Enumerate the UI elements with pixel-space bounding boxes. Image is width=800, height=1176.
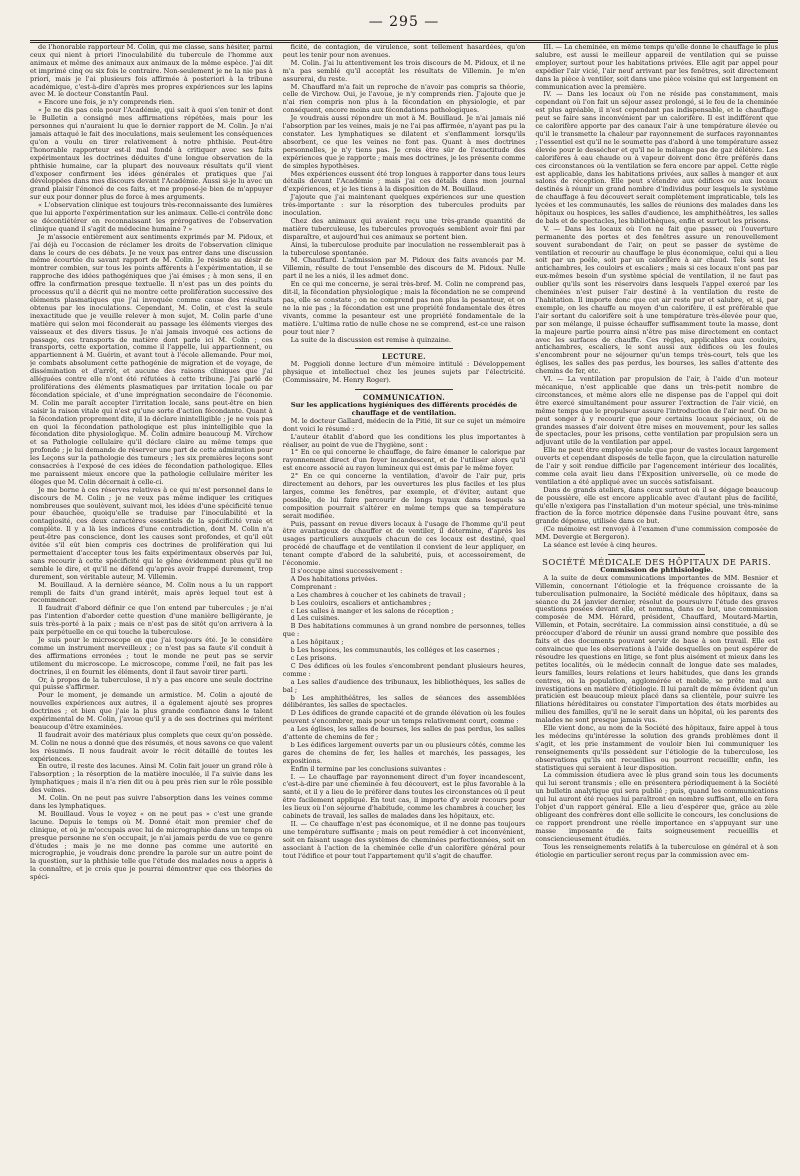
paragraph: Il s'occupe ainsi successivement :: [290, 567, 403, 575]
lecture-heading: LECTURE.: [382, 352, 426, 362]
paragraph: J'ajoute que j'ai maintenant quelques expériences sur une question très-importante : sur la résorption des tubercules produits par inoculation.: [282, 193, 526, 218]
communication-heading: COMMUNICATION.: [362, 393, 446, 403]
paragraph: 1° En ce qui concerne le chauffage, de faire émaner le calorique par rayonnement direct d'un foyer incandescent, et de l'utiliser alors qu'il est encore associé au rayon lumineux qui est émis par le même foyer.: [282, 448, 526, 473]
society-subheading: Commission de phthisiologie.: [600, 565, 714, 574]
paragraph: c Les salles à manger et les salons de réception ;: [290, 606, 454, 615]
paragraph: A la suite de deux communications importantes de MM. Besnier et Villemin, concernant l'étiologie et la fréquence croissante de la tuberculisation pulmonaire, la Société médicale des hôpitaux, dans sa séance du 24 janvier dernier, résolut de poursuivre l'étude des graves questions posées devant elle, et nomma, dans ce but, une commission composée de MM. Hérard, président, Chauffard, Moutard-Martin, Villemin, et Potain, secrétaire. La commission ainsi constituée, a dû se préoccuper d'abord de réunir un aussi grand nombre que possible des faits et des documents pouvant servir de base à son travail. Elle est convaincue que les observations à l'aide desquelles on peut espérer de résoudre les questions en litige, se font plus aisément et mieux dans les petites localités, où le médecin connaît de longue date ses malades, leurs familles, leurs relations et leurs habitudes, que dans les grands centres, où la population, agglomérée et mobile, se prête mal aux investigations en matière d'étiologie. Il lui paraît de même évident qu'un praticien est beaucoup mieux placé dans sa clientèle, pour suivre les filiations héréditaires ou constater l'importation des états morbides au milieu des familles, qu'il ne le serait dans un hôpital, où les parents des malades ne sont presque jamais vus.: [535, 573, 778, 725]
page-number: — 295 —: [368, 14, 440, 30]
section-divider: [355, 389, 452, 390]
paragraph: M. Colin. J'ai lu attentivement les trois discours de M. Pidoux, et il ne m'a pas semblé qu'il acceptât les résultats de Villemin. Je m'en assurerai, du reste.: [282, 58, 526, 83]
paragraph: En ce qui me concerne, je serai très-bref. M. Colin ne comprend pas, dit-il, la fécondation physiologique ; mais la fécondation ne se comprend pas, elle se constate ; on ne comprend pas non plus la pesanteur, et on ne la nie pas ; la fécondation est une propriété fondamentale des êtres vivants, comme la pesanteur est une propriété fondamentale de la matière. L'ultima ratio de nulle chose ne se comprend, est-ce une raison pour tout nier ?: [282, 280, 526, 336]
paragraph: Enfin il termine par les conclusions suivantes :: [290, 764, 446, 773]
paragraph: ficité, de contagion, de virulence, sont tellement hasardées, qu'on peut les tenir pour non avenues.: [282, 44, 526, 59]
column-middle: [283, 44, 526, 1160]
paragraph: Tous les renseignements relatifs à la tuberculose en général et à son étiologie en particulier seront reçus par la commission avec em-: [535, 842, 778, 859]
paragraph: Or, à propos de la tuberculose, il n'y a pas encore une seule doctrine qui puisse s'affirmer.: [30, 675, 273, 692]
columns: [30, 44, 778, 1160]
paragraph: C Des édifices où les foules s'encombrent pendant plusieurs heures, comme :: [282, 661, 526, 678]
paragraph: II. — Ce chauffage n'est pas économique, et il ne donne pas toujours une température suffisante ; mais on peut remédier à cet inconvénient, soit en faisant usage des systèmes de cheminées perfectionnées, soit en associant à l'action de la cheminée celle d'un calorifère général pour tout l'édifice et pour tout l'appartement qu'il s'agit de chauffer.: [282, 820, 526, 860]
paragraph: Comprenant :: [290, 582, 337, 591]
paragraph: Elle vient donc, au nom de la Société des hôpitaux, faire appel à tous les médecins qu'intéresse la solution des grands problèmes dont il s'agit, et les prie instamment de vouloir bien lui communiquer les renseignements qu'ils possèdent sur l'étiologie de la tuberculose, les observations qu'ils ont recueillies ou pourront recueillir, enfin, les statistiques qui seraient à leur disposition.: [535, 724, 778, 772]
discussion-continued: [283, 44, 526, 344]
paragraph: (Ce mémoire est renvoyé à l'examen d'une commission composée de MM. Devergie et Bergeron).: [535, 525, 778, 542]
paragraph: Je me borne à ces réserves relatives à ce qui m'est personnel dans le discours de M. Colin ; je ne veux pas même indiquer les critiques nombreuses que soulèvent, suivant moi, les idées d'une spécificité tenue pour ébauchée, quoiqu'elle se traduise par l'inoculabilité et la contagiosité, ces deux caractères essentiels de la spécificité vraie et complète. Il y a là les indices d'une contradiction, dont M. Colin n'a peut-être pas conscience, dont les causes sont profondes, et qu'il eût évitée s'il eût bien compris ces doctrines de prolifération qui lui permettaient d'accepter tous les faits expérimentaux observés par lui, sans recourir à cette spécificité qui le gêne évidemment plus qu'il ne semble le dire, et qu'il ne défend qu'après avoir frappé durement, trop durement, son véritable auteur, M. Villemin.: [30, 485, 273, 581]
paragraph: III. — La cheminée, en même temps qu'elle donne le chauffage le plus salubre, est aussi le meilleur appareil de ventilation qui se puisse employer, surtout pour les habitations privées. Elle agit par appel pour expédier l'air vicié, l'air neuf arrivant par les fenêtres, soit directement dans la pièce à ventiler, soit dans une pièce voisine qui est largement en communication avec la première.: [535, 44, 778, 91]
paragraph: d Les cuisines.: [290, 614, 340, 623]
column-left: [30, 44, 273, 1160]
paragraph: Il faudrait d'abord définir ce que l'on entend par tubercules ; je n'ai pas l'intention d'aborder cette question d'une manière belligérante, je suis très-porté à la paix ; mais ce n'est pas de sitôt qu'on arrivera à la paix perpétuelle en ce qui touche la tuberculose.: [30, 604, 273, 637]
page-header: [30, 10, 778, 43]
paragraph: b Les édifices largement ouverts par un ou plusieurs côtés, comme les gares de chemins de fer, les halles et marchés, les passages, les expositions.: [282, 740, 526, 765]
paragraph: de l'honorable rapporteur M. Colin, qui me classe, sans hésiter, parmi ceux qui nient à priori l'inoculabilité du tubercule de l'homme aux animaux et même des animaux aux animaux de la même espèce. J'ai dit et imprimé cinq ou six fois le contraire. Non-seulement je ne la nie pas à priori, mais je l'ai plusieurs fois affirmée à posteriori à la tribune académique, c'est-à-dire d'après mes propres expériences sur les lapins avec M. le docteur Constantin Paul.: [30, 44, 273, 99]
communication-title: Sur les applications hygiéniques des différents procédés de chauffage et de ventilation.: [290, 400, 518, 417]
paragraph: Dans de grands ateliers, dans ceux surtout où il se dégage beaucoup de poussière, elle est encore applicable avec d'autant plus de facilité, qu'elle n'exigera pas l'installation d'un moteur spécial, une très-minime fraction de la force motrice dépensée dans l'usine pouvant être, sans grande dépense, utilisée dans ce but.: [535, 485, 778, 526]
paragraph: 2° En ce qui concerne la ventilation, d'avoir de l'air pur, pris directement au dehors, par les ouvertures les plus faciles et les plus larges, comme les fenêtres, par exemple, et d'éviter, autant que possible, de lui faire parcourir de longs tuyaux dans lesquels sa composition pourrait s'altérer en même temps que sa température serait modifiée.: [282, 472, 526, 520]
society-heading: SOCIÉTÉ MÉDICALE DES HÔPITAUX DE PARIS.: [542, 557, 772, 567]
paragraph: B Des habitations communes à un grand nombre de personnes, telles que :: [282, 622, 526, 639]
paragraph: La séance est levée à cinq heures.: [543, 541, 658, 550]
paragraph: L'auteur établit d'abord que les conditions les plus importantes à réaliser, au point de vue de l'hygiène, sont :: [282, 432, 526, 449]
paragraph: M. Bouillaud. A la dernière séance, M. Colin nous a lu un rapport rempli de faits d'un grand intérêt, mais après lequel tout est à recommencer.: [30, 580, 273, 605]
lecture-text: M. Poggioli donne lecture d'un mémoire intitulé : Développement physique et intellectuel chez les jeunes sujets par l'électricité. (Commissaire, M. Henry Roger).: [282, 360, 526, 385]
paragraph: M. Bouillaud. Vous le voyez « on ne peut pas » c'est une grande lacune. Depuis le temps où M. Donné était mon premier chef de clinique, et où je m'occupais avec lui de micrographie dans un temps où presque personne ne s'en occupait, je n'ai jamais perdu de vue ce genre d'études ; mais je ne me donne pas comme une autorité en micrographie, je voudrais donc prendre la parole sur un autre point de la question, sur la phthisie telle que l'étude des malades nous a appris à la connaître, et je crois que je pourrai démontrer que ces théories de spéci-: [30, 809, 273, 882]
paragraph: IV. — Dans les locaux où l'on ne réside pas constamment, mais cependant où l'on fait un séjour assez prolongé, si le feu de la cheminée est plus agréable, il n'est cependant pas indispensable, et le chauffage peut se faire sans inconvénient par un calorifère. Il est indifférent que ce calorifère apporte par des canaux l'air à une température élevée ou qu'il le transmette la chaleur par rayonnement de surfaces rayonnantes ; l'essentiel est qu'il ne le soumette pas d'abord à une température assez élevée pour le dessécher et qu'il ne le mélange pas de gaz délétère. Les calorifères à eau chaude ou à vapeur doivent donc être préférés dans ces circonstances où la ventilation se fera encore par appel. Cette règle est applicable, dans les habitations privées, aux salles à manger et aux salons de réception. Elle peut s'étendre aux édifices ou aux locaux destinés à réunir un grand nombre d'individus pour lesquels le système de chauffage à feu découvert serait complètement impraticable, tels les lycées et les communautés, les salles de réunions des malades dans les hôpitaux ou hospices, les salles d'audience, les amphithéâtres, les salles de bals et de spectacles, les bibliothèques, enfin et surtout les prisons.: [535, 90, 778, 225]
paragraph: « Encore une fois, je n'y comprends rien.: [38, 98, 175, 107]
paragraph: Ainsi, la tuberculose produite par inoculation ne ressemblerait pas à la tuberculose spontanée.: [282, 240, 526, 257]
paragraph: A Des habitations privées.: [290, 574, 378, 583]
paragraph: La commission étudiera avec le plus grand soin tous les documents qui lui seront transmis ; elle en présentera périodiquement à la Société un bulletin analytique qui sera publié ; puis, quand les communications qui lui auront été reçues lui paraîtront en nombre suffisant, elle en fera l'objet d'un rapport général. Elle a lieu d'espérer que, grâce au zèle obligeant des confrères dont elle sollicite le concours, les conclusions de ce rapport prendront une réelle importance en s'appuyant sur une masse imposante de faits soigneusement recueillis et consciencieusement étudiés.: [535, 771, 778, 843]
paragraph: D Les édifices de grande capacité et de grande élévation où les foules peuvent s'encombrer, mais pour un temps relativement court, comme :: [282, 709, 526, 726]
paragraph: Je voudrais aussi répondre un mot à M. Bouillaud. Je n'ai jamais nié l'absorption par les veines, mais je ne l'ai pas affirmée, n'ayant pas pu la constater. Les lymphatiques se dilatent et s'enflamment lorsqu'ils absorbent, ce que les veines ne font pas. Quant à mes doctrines personnelles, je n'y tiens pas. Je crois être sûr de l'exactitude des expériences que je rapporte ; mais mes doctrines, je les présente comme de simples hypothèses.: [282, 114, 526, 170]
paragraph: a Les hôpitaux ;: [290, 638, 344, 647]
column-right: [535, 44, 778, 1160]
paragraph: Pour le moment, je demande un armistice. M. Colin a ajouté de nouvelles expériences aux autres, il a également ajouté ses propres doctrines ; et bien que j'aie la plus grande confiance dans le talent expérimental de M. Colin, j'avoue qu'il y a de ses doctrines qui méritent beaucoup d'être examinées.: [30, 691, 273, 731]
paragraph: a Les églises, les salles de bourses, les salles de pas perdus, les salles d'attente de chemins de fer ;: [282, 725, 526, 742]
paragraph: b Les couloirs, escaliers et antichambres ;: [290, 598, 431, 607]
paragraph: Mes expériences eussent été trop longues à rapporter dans tous leurs détails devant l'Académie ; mais j'ai ces détails dans mon journal d'expériences, et je les tiens à la disposition de M. Bouillaud.: [282, 169, 526, 194]
society-body: [535, 575, 778, 860]
paragraph: Elle ne peut être employée seule que pour de vastes locaux largement ouverts et cependant disposés de telle façon, que la circulation naturelle de l'air y soit rendue difficile par l'agencement intérieur des localités, comme cela avait lieu dans l'Exposition universelle, où ce mode de ventilation a été appliqué avec un succès satisfaisant.: [535, 446, 778, 486]
section-divider: [355, 348, 452, 349]
paragraph: b Les hospices, les communautés, les colléges et les casernes ;: [290, 646, 500, 655]
paragraph: En outre, il reste des lacunes. Ainsi M. Colin fait jouer un grand rôle à l'absorption ; la résorption de la matière inoculée, il l'a suivie dans les lymphatiques ; mais il n'a rien dit ou à peu près rien sur le rôle possible des veines.: [30, 762, 273, 795]
paragraph: M. le docteur Gallard, médecin de la Pitié, lit sur ce sujet un mémoire dont voici le résumé :: [282, 416, 526, 433]
paragraph: « L'observation clinique est toujours très-reconnaissante des lumières que lui apporte l'expérimentation sur les animaux. Celle-ci contrôle donc se décontiétérer en reconnaissant les prérogatives de l'observation clinique quand il s'agit de médecine humaine ? »: [30, 201, 273, 233]
paragraph: M. Chauffard. L'admission par M. Pidoux des faits avancés par M. Villemin, résulte de tout l'ensemble des discours de M. Pidoux. Nulle part il ne les a niés, il les admet donc.: [282, 256, 526, 281]
conclusions-continued: [535, 44, 778, 550]
paragraph: Puis, passant en revue divers locaux à l'usage de l'homme qu'il peut être avantageux de chauffer et de ventiler, il détermine, d'après les usages particuliers auxquels chacun de ces locaux est destiné, quel procédé de chauffage et de ventilation il convient de leur appliquer, en tenant compte d'abord de la salubrité, puis, et accessoirement, de l'économie.: [282, 519, 526, 568]
paragraph: Il faudrait avoir des matériaux plus complets que ceux qu'on possède. M. Colin ne nous a donné que des résumés, et nous savons ce que valent les résumés. Il nous faudrait avoir le récit détaillé de toutes les expériences.: [30, 730, 273, 763]
paragraph: M. Colin. On ne peut pas suivre l'absorption dans les veines comme dans les lymphatiques.: [30, 794, 273, 810]
paragraph: VI. — La ventilation par propulsion de l'air, à l'aide d'un moteur mécanique, n'est applicable que dans un très-petit nombre de circonstances, et même alors elle ne dispense pas de l'appel qui doit être exercé simultanément pour assurer l'extraction de l'air vicié, en même temps que le propulseur assure l'introduction de l'air neuf. On ne peut songer à y recourir que pour certains locaux spéciaux, où de grandes masses d'air doivent être mises en mouvement, pour les salles de spectacles, pour les prisons, cette ventilation par propulsion sera un adjuvant utile de la ventilation par appel.: [535, 375, 778, 447]
paragraph: M. Chauffard m'a fait un reproche de n'avoir pas compris sa théorie, celle de Virchow. Oui, je l'avoue, je n'y comprends rien. J'ajoute que je n'ai rien compris non plus à la fécondation en physiologie, et par conséquent, encore moins aux fécondations pathologiques.: [282, 82, 526, 115]
section-divider: [608, 554, 705, 555]
paragraph: Je m'associe entièrement aux sentiments exprimés par M. Pidoux, et j'ai déjà eu l'occasion de réclamer les droits de l'observation clinique dans le cours de ces débats. Je ne veux pas entrer dans une discussion même écourtée du savant rapport de M. Colin. Je résiste au désir de montrer combien, sur tous les points afférents à l'expérimentation, il se rapproche des idées pathogéniques que j'ai émises ; à mon sens, il en offre la confirmation presque textuelle. Il n'est pas un des points du processus qu'il a décrit qui ne montre cette prolifération successive des éléments plasmatiques que j'ai invoquée comme cause des résultats obtenus par les inoculations. Cependant, M. Colin, et c'est la seule inexactitude que je veuille relever à mon sujet, M. Colin parle d'une matière qui selon moi féconderait au passage les éléments vierges des vaisseaux et des divers tissus. Je n'ai jamais invoqué ces actions de passage, ces transports de matière dont parle ici M. Colin ; ces transports, cette exportation, comme il l'appelle, lui appartiennent, ou appartiennent à M. Guérin, et avant tout à l'école allemande. Pour moi, je combats absolument cette pathogénie de migration et de voyage, de dissémination et d'arrêt, et aucune des raisons cliniques que j'ai alléguées contre elle n'ont été réfutées à cette tribune. J'ai parlé de proliférations des éléments plasmatiques par irritation locale ou par fécondation spéciale, et d'une imprégnation secondaire de l'économie. M. Colin me paraît accepter l'irritation locale, sans peut-être en bien saisir la raison vitale qui n'est qu'une sorte d'action fécondante. Quant à la fécondation proprement dite, il la déclare inintelligible ; je ne vois pas en quoi la fécondation pathologique est plus inintelligible que la fécondation dite physiologique. M. Colin admire beaucoup M. Virchow et sa Pathologie cellulaire qu'il déclare claire au même temps que profonde ; je lui demande de réserver une part de cette admiration pour les Leçons sur la pathologie des tumeurs ; les six premières leçons sont consacrées à l'exposé de ces idées de fécondation pathologique. Elles me paraissent mieux encore que la pathologie cellulaire mériter les éloges que M. Colin décernait à celle-ci.: [30, 232, 273, 486]
paragraph: Chez des animaux qui avaient reçu une très-grande quantité de matière tuberculeuse, les tubercules provoqués semblent avoir fini par disparaître, et aujourd'hui ces animaux se portent bien.: [282, 216, 526, 241]
paragraph: a Les chambres à coucher et les cabinets de travail ;: [290, 590, 466, 599]
paragraph: c Les prisons.: [290, 653, 337, 662]
communication-body: [283, 418, 526, 861]
paragraph: a Les salles d'audience des tribunaux, les bibliothèques, les salles de bal ;: [282, 677, 526, 694]
paragraph: « Je ne dis pas cela pour l'Académie, qui sait à quoi s'en tenir et dont le Bulletin a consigné mes affirmations répétées, mais pour les personnes qui n'auraient lu que le dernier rapport de M. Colin. Je n'ai jamais attaqué le fait des inoculations, mais seulement les conséquences qu'on a voulu en tirer relativement à notre phthisie. Peut-être l'honorable rapporteur est-il mal fondé à critiquer avec ses faits expérimentaux les doctrines déduites d'une longue observation de la phthisie humaine, car la plupart des nouveaux résultats qu'il vient d'exposer confirment les idées générales et pratiques que j'ai développées dans mes discours devant l'Académie. Aussi si-je lu avec un grand plaisir l'énoncé de ces faits, et me proposé-je bien de m'appuyer sur eux pour donner plus de force à mes arguments.: [30, 106, 273, 202]
paragraph: V. — Dans les locaux où l'on ne fait que passer, où l'ouverture permanente des portes et des fenêtres assure un renouvellement souvent surabondant de l'air, on peut se passer de système de ventilation et recourir au chauffage le plus économique, celui qui a lieu soit par un poêle, soit par un calorifère à air chaud. Tels sont les antichambres, les couloirs et escaliers ; mais si ces locaux n'ont pas par eux-mêmes besoin d'un système spécial de ventilation, il ne faut pas oublier qu'ils sont les réservoirs dans lesquels l'appel exercé par les cheminées n'est puiser l'air destiné à la ventilation du reste de l'habitation. Il importe donc que cet air reste pur et salubre, et si, par exemple, on les chauffe au moyen d'un calorifère, il est préférable que l'air sortant du calorifère soit à une température très-élevée pour que, par son mélange, il puisse échauffer suffisamment toute la masse, dont la majeure partie pourra ainsi n'être pas mise directement en contact avec les surfaces de chauffe. Ces règles, applicables aux couloirs, antichambres, escaliers, le sont aussi aux édifices où les foules s'encombrent pour ne séjourner qu'un temps très-court, tels que les églises, les salles des pas perdus, les bourses, les salles d'attente des chemins de fer, etc.: [535, 224, 778, 376]
paragraph: Je suis pour le microscope en que j'ai toujours été. Je le considère comme un instrument merveilleux ; ce n'est pas sa faute s'il conduit à des affirmations erronées ; tout le monde ne peut pas se servir utilement du microscope. Le microscope, comme l'œil, ne fait pas les doctrines, il en fournit les éléments, dont il faut savoir tirer parti.: [30, 635, 273, 676]
paragraph: La suite de la discussion est remise à quinzaine.: [290, 335, 451, 344]
paragraph: I. — Le chauffage par rayonnement direct d'un foyer incandescent, c'est-à-dire par une cheminée à feu découvert, est le plus favorable à la santé, et il y a lieu de le préférer dans toutes les circonstances où il peut être facilement appliqué. En tout cas, il importe d'y avoir recours pour les lieux où l'on séjourne d'habitude, comme les chambres à coucher, les cabinets de travail, les salles de malades dans les hôpitaux, etc.: [282, 772, 526, 821]
paragraph: b Les amphithéâtres, les salles de séances des assemblées délibérantes, les salles de spectacles.: [282, 693, 526, 710]
